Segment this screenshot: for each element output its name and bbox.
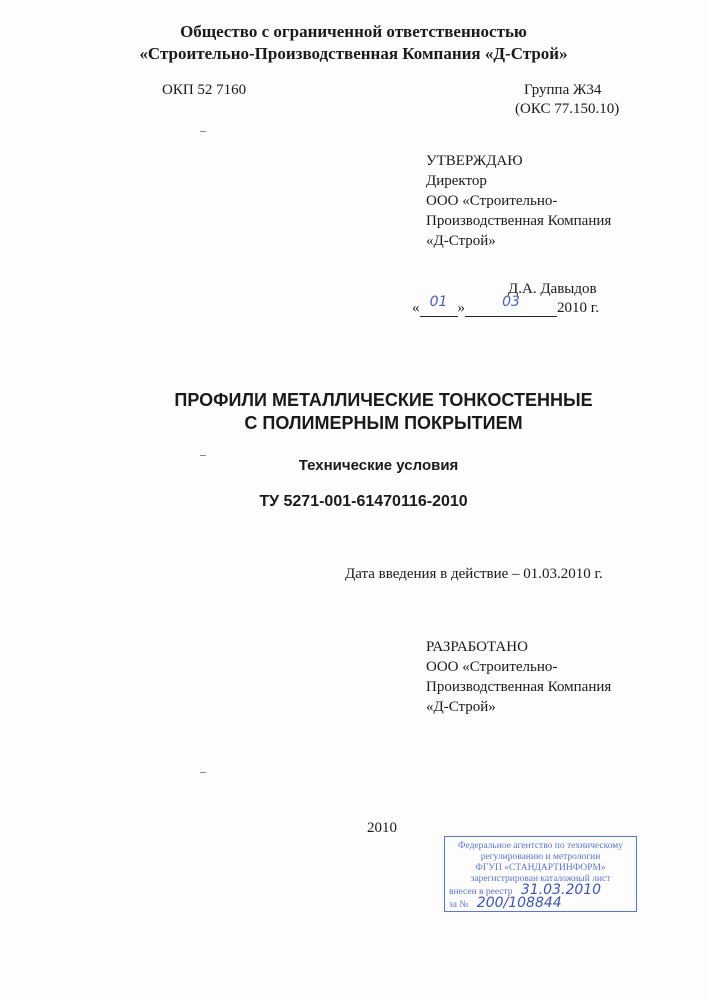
stamp-number-row — [449, 895, 632, 911]
approval-block — [426, 151, 611, 251]
developed-org-line: ООО «Строительно- — [426, 659, 558, 675]
developed-block — [426, 637, 611, 717]
stamp-registration-date: 31.03.2010 — [520, 882, 602, 898]
scan-mark — [200, 131, 206, 132]
date-day-field — [420, 294, 458, 317]
document-title-line1: ПРОФИЛИ МЕТАЛЛИЧЕСКИЕ ТОНКОСТЕННЫЕ — [174, 390, 593, 410]
approval-date — [412, 294, 599, 317]
approval-org-line: «Д-Строй» — [426, 233, 496, 249]
registration-stamp — [444, 836, 637, 912]
oks-code: (ОКС 77.150.10) — [515, 101, 620, 117]
scan-mark — [200, 772, 206, 773]
document-subtitle: Технические условия — [298, 457, 459, 474]
date-month-field — [465, 294, 557, 317]
organization-name-line2: «Строительно-Производственная Компания «Д-Строй» — [139, 44, 568, 63]
stamp-line: внесен в реестр — [449, 887, 513, 897]
date-open-quote: « — [412, 300, 420, 316]
developed-org-line: «Д-Строй» — [426, 699, 496, 715]
document-year: 2010 — [367, 820, 397, 836]
okp-code: ОКП 52 7160 — [162, 82, 247, 98]
stamp-line: ФГУП «СТАНДАРТИНФОРМ» — [475, 863, 606, 873]
date-year: 2010 г. — [557, 300, 599, 316]
stamp-line: за № — [449, 900, 469, 910]
effective-date: Дата введения в действие – 01.03.2010 г. — [345, 566, 603, 582]
scan-mark — [200, 455, 206, 456]
stamp-registration-number: 200/108844 — [476, 895, 562, 911]
approval-org-line: ООО «Строительно- — [426, 193, 558, 209]
approval-heading: УТВЕРЖДАЮ — [426, 153, 523, 169]
approval-position: Директор — [426, 173, 487, 189]
approval-org-line: Производственная Компания — [426, 213, 612, 229]
document-title-line2: С ПОЛИМЕРНЫМ ПОКРЫТИЕМ — [244, 413, 523, 433]
signer-name: Д.А. Давыдов — [508, 281, 597, 297]
stamp-line: Федеральное агентство по техническому — [457, 841, 624, 851]
stamp-line: зарегистрирован каталожный лист — [470, 874, 611, 884]
date-day-handwritten: 01 — [429, 294, 448, 310]
group-code: Группа Ж34 — [524, 82, 602, 98]
date-month-handwritten: 03 — [502, 294, 520, 310]
organization-name-line1: Общество с ограниченной ответственностью — [180, 22, 527, 41]
date-close-quote: » — [457, 300, 465, 316]
document-number: ТУ 5271-001-61470116-2010 — [259, 493, 468, 510]
stamp-line: регулированию и метрологии — [480, 852, 601, 862]
developed-org-line: Производственная Компания — [426, 679, 612, 695]
developed-heading: РАЗРАБОТАНО — [426, 639, 528, 655]
